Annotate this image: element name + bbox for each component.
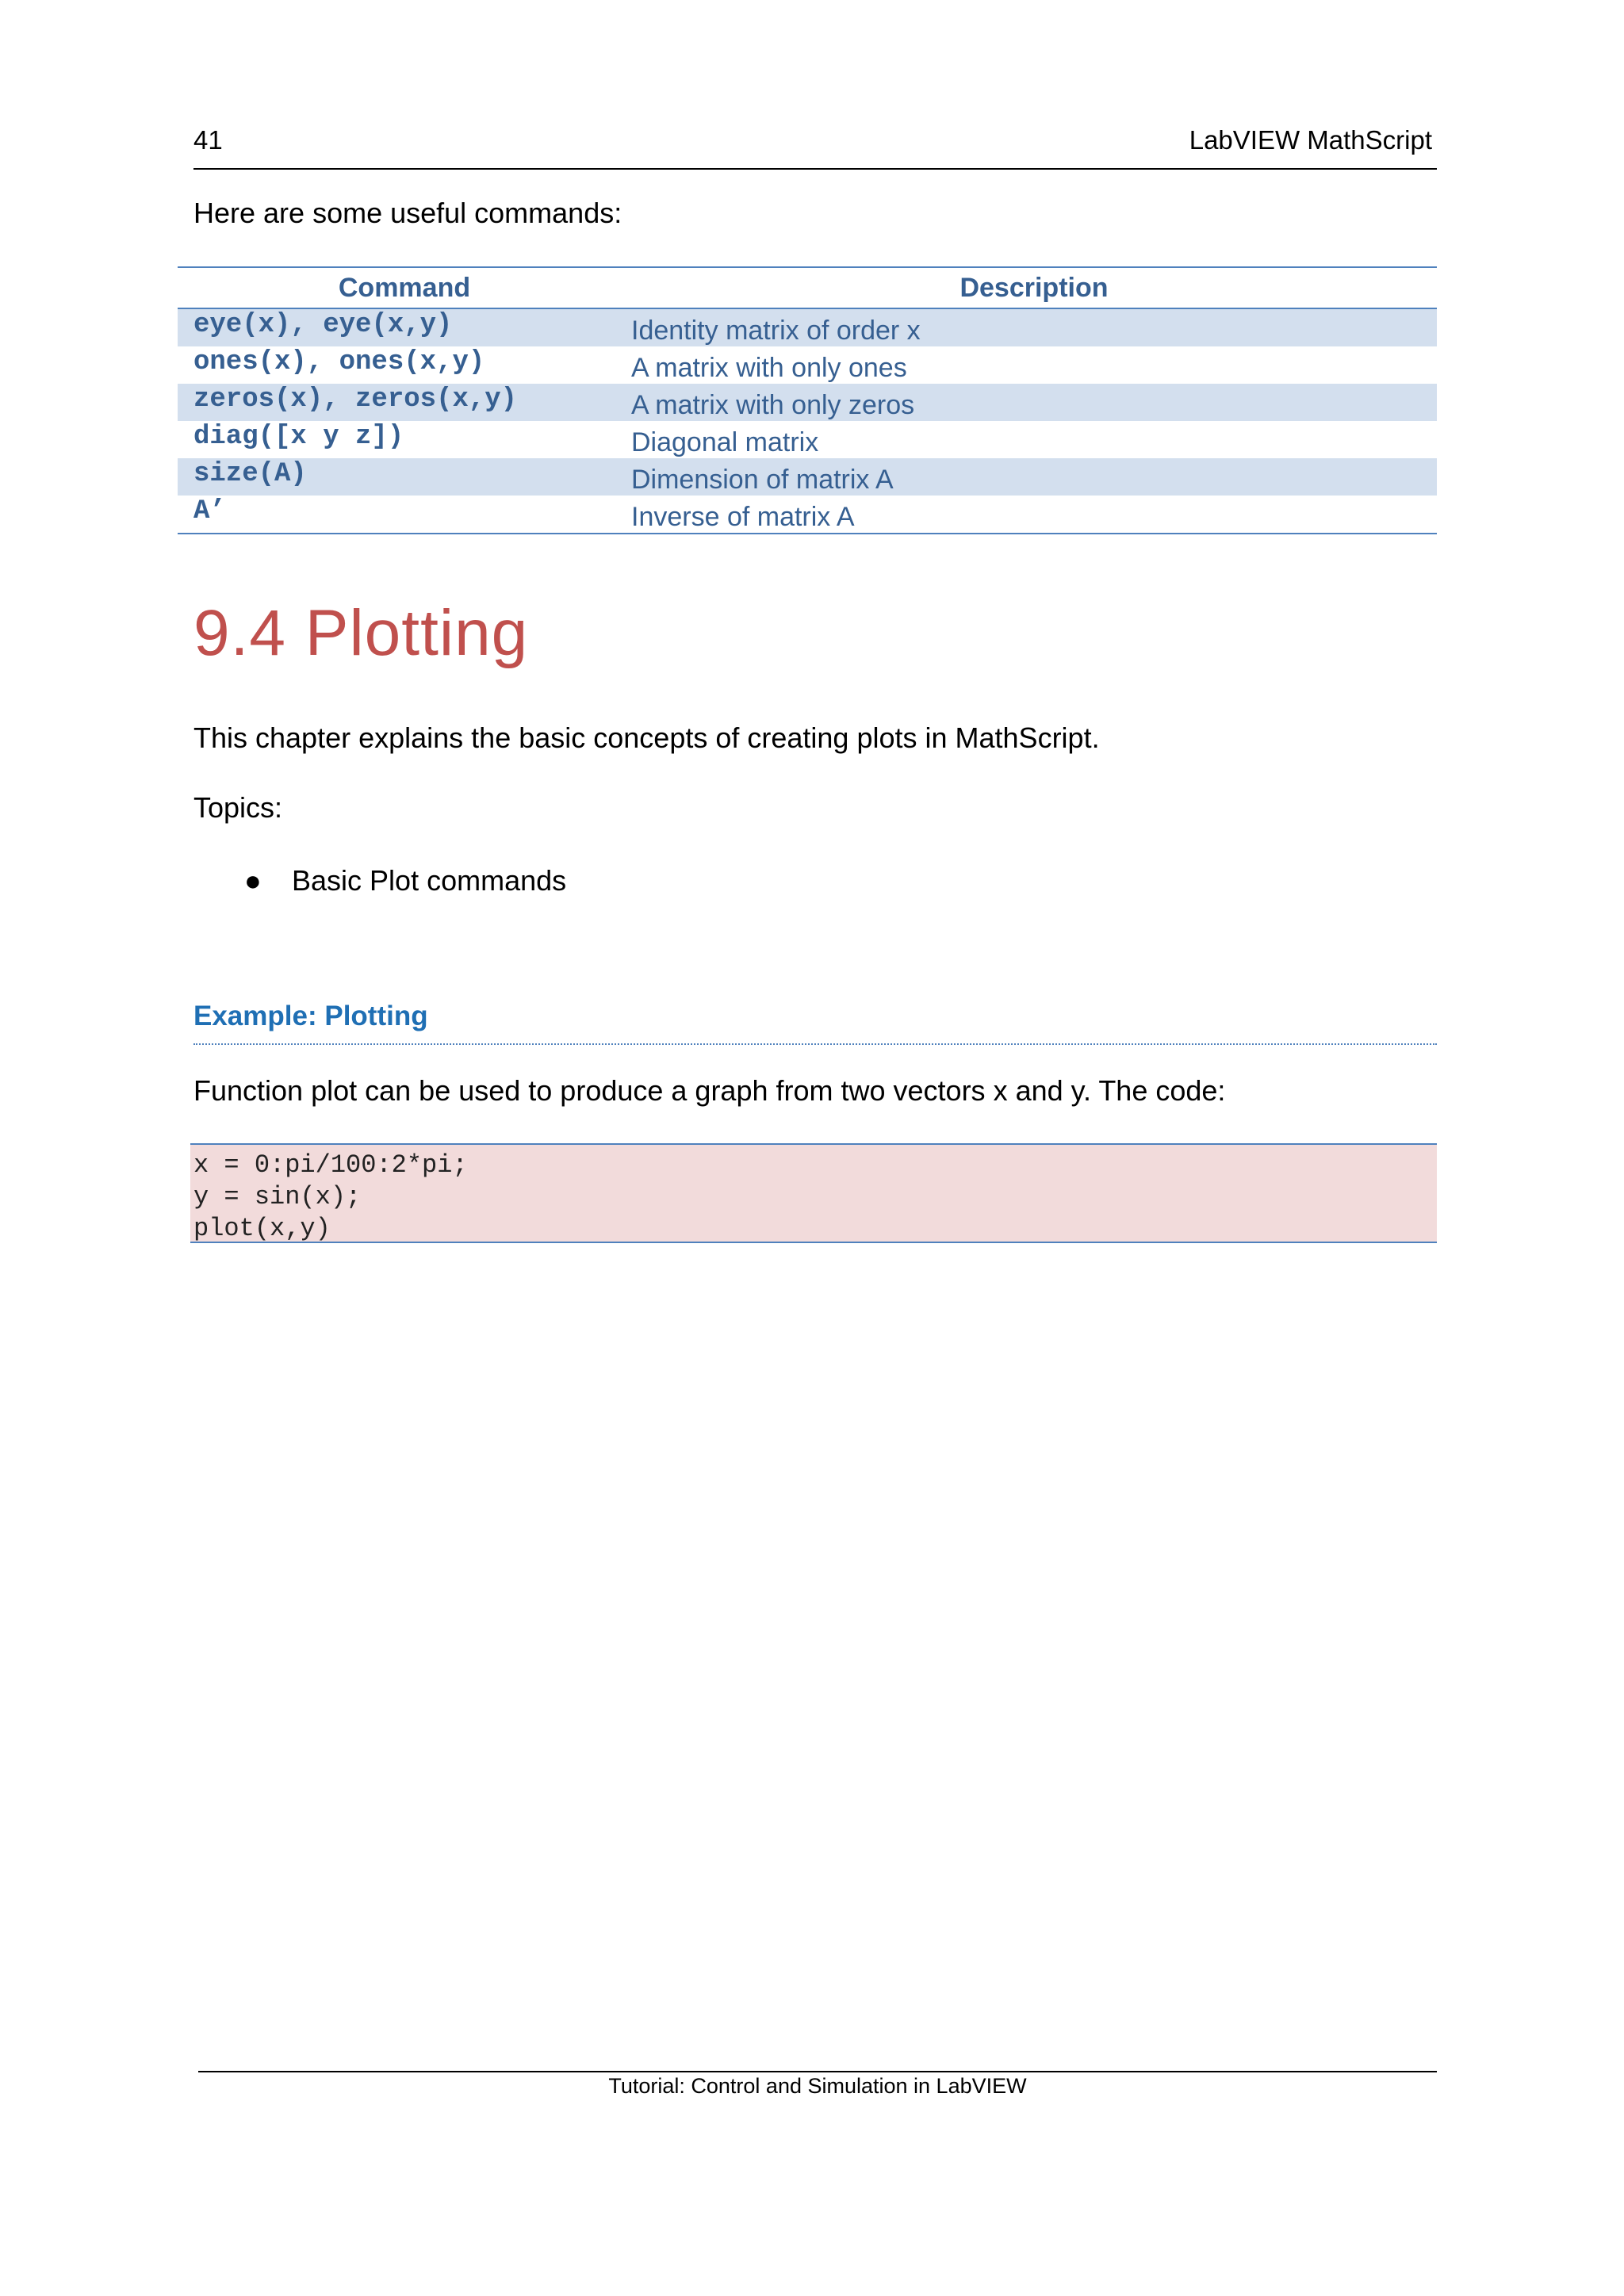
page-header bbox=[193, 121, 1437, 170]
page-number: 41 bbox=[193, 125, 223, 155]
description-cell: A matrix with only ones bbox=[631, 353, 907, 383]
section-intro: This chapter explains the basic concepts of creating plots in MathScript. bbox=[193, 721, 1100, 754]
bullet-icon: ● bbox=[244, 864, 262, 897]
command-cell: A’ bbox=[193, 496, 226, 526]
table-row bbox=[178, 384, 1437, 421]
example-heading: Example: Plotting bbox=[193, 1001, 1437, 1045]
commands-table bbox=[178, 266, 1437, 534]
code-line: y = sin(x); bbox=[193, 1182, 362, 1211]
command-cell: diag([x y z]) bbox=[193, 422, 404, 452]
table-row bbox=[178, 346, 1437, 384]
example-text: Function plot can be used to produce a graph from two vectors x and y. The code: bbox=[193, 1074, 1226, 1107]
code-block bbox=[190, 1143, 1437, 1243]
description-cell: A matrix with only zeros bbox=[631, 384, 1437, 421]
code-line: x = 0:pi/100:2*pi; bbox=[193, 1150, 468, 1180]
intro-text: Here are some useful commands: bbox=[193, 197, 622, 229]
table-row bbox=[178, 308, 1437, 346]
table-row bbox=[178, 421, 1437, 458]
table-header-row bbox=[178, 267, 1437, 308]
description-cell: Inverse of matrix A bbox=[631, 502, 855, 532]
topic-text: Basic Plot commands bbox=[292, 864, 567, 897]
table-row bbox=[178, 458, 1437, 496]
page-footer: Tutorial: Control and Simulation in LabVIEW bbox=[198, 2071, 1437, 2099]
section-heading: 9.4 Plotting bbox=[193, 597, 529, 669]
command-cell: ones(x), ones(x,y) bbox=[193, 347, 485, 377]
code-line: plot(x,y) bbox=[193, 1214, 331, 1243]
column-header-description: Description bbox=[631, 267, 1437, 308]
column-header-command: Command bbox=[178, 267, 631, 308]
command-cell: eye(x), eye(x,y) bbox=[178, 308, 631, 346]
description-cell: Diagonal matrix bbox=[631, 427, 819, 457]
command-cell: zeros(x), zeros(x,y) bbox=[178, 384, 631, 421]
command-cell: size(A) bbox=[178, 458, 631, 496]
topics-label: Topics: bbox=[193, 791, 283, 824]
description-cell: Identity matrix of order x bbox=[631, 308, 1437, 346]
running-title: LabVIEW MathScript bbox=[1189, 125, 1432, 155]
description-cell: Dimension of matrix A bbox=[631, 458, 1437, 496]
table-row bbox=[178, 496, 1437, 534]
